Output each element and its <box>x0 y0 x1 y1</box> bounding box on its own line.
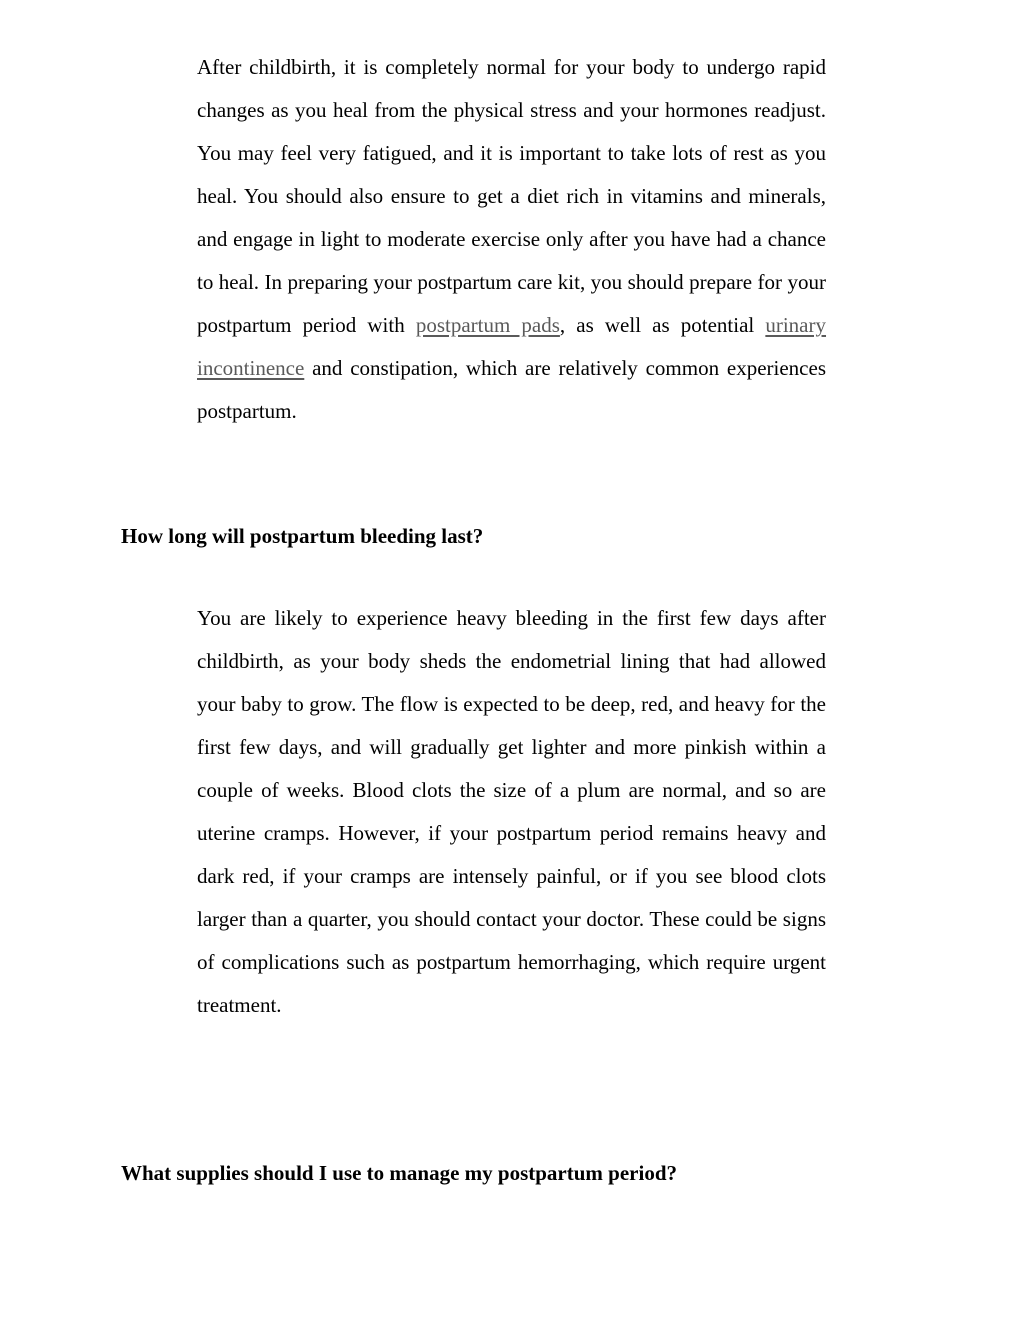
heading-postpartum-supplies: What supplies should I use to manage my postpartum period? <box>121 1161 678 1185</box>
bleeding-paragraph: You are likely to experience heavy bleeding in the first few days after childbirth, as your body sheds the endometrial lining that had allowed your baby to grow. The flow is expected to be deep, red, and heavy for the first few days, and will gradually get lighter and more pinkish within a couple of weeks. Blood clots the size of a plum are normal, and so are uterine cramps. However, if your postpartum period remains heavy and dark red, if your cramps are intensely painful, or if you see blood clots larger than a quarter, you should contact your doctor. These could be signs of complications such as postpartum hemorrhaging, which require urgent treatment. <box>197 606 826 1017</box>
heading-postpartum-bleeding: How long will postpartum bleeding last? <box>121 524 484 548</box>
intro-text-part-3: and constipation, which are relatively common experiences postpartum. <box>197 356 826 423</box>
intro-text-part-1: After childbirth, it is completely normal for your body to undergo rapid changes as you heal from the physical stress and your hormones readjust. You may feel very fatigued, and it is important to take lots of rest as you heal. You should also ensure to get a diet rich in vitamins and minerals, and engage in light to moderate exercise only after you have had a chance to heal. In preparing your postpartum care kit, you should prepare for your postpartum period with <box>197 55 826 337</box>
intro-paragraph <box>197 46 826 433</box>
urinary-incontinence-link[interactable]: urinary incontinence <box>197 313 827 380</box>
intro-text-part-2: , as well as potential <box>559 313 766 337</box>
postpartum-pads-link[interactable]: postpartum pads <box>415 313 560 337</box>
